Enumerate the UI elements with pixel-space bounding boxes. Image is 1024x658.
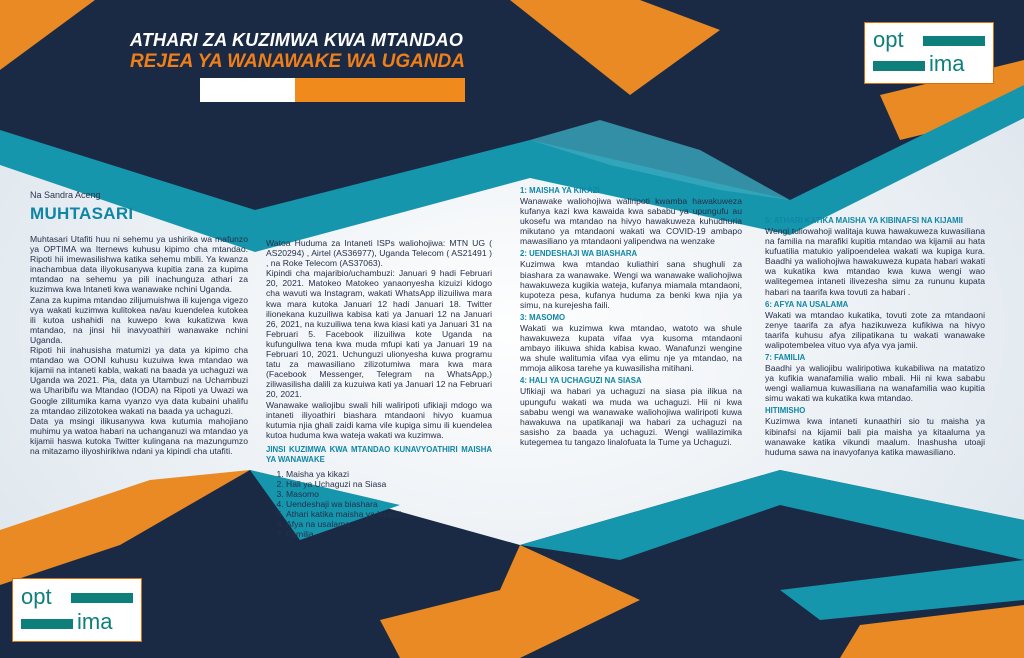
column-2 — [266, 238, 492, 540]
column-4 — [765, 216, 985, 457]
logo-text-top: opt — [21, 584, 52, 609]
section-heading: 4: HALI YA UCHAGUZI NA SIASA — [520, 376, 642, 386]
main-heading: MUHTASARI — [30, 204, 134, 223]
title-accent-orange — [295, 78, 465, 102]
list-item: 3. Masomo — [286, 489, 492, 499]
column-3 — [520, 186, 742, 447]
section-heading: HITIMISHO — [765, 406, 806, 416]
section-heading: 1: MAISHA YA KIKAZI — [520, 186, 600, 195]
col2-paragraph: Watoa Huduma za Intaneti ISPs waliohojiwa: MTN UG ( AS20294) , Airtel (AS36977), Uganda Telecom ( AS21491 ) , na Roke Telecom (AS37063). — [266, 238, 492, 269]
logo-bar-top — [71, 593, 133, 603]
logo-top-right — [864, 22, 994, 84]
section-heading: 7: FAMILIA — [765, 353, 806, 363]
section-heading: 2: UENDESHAJI WA BIASHARA — [520, 249, 638, 259]
col1-paragraph: Ripoti hii inahusisha matumizi ya data ya kipimo cha mtandao wa OONI kuhusu kuzuiwa kwa mtandao wa kijamii na intaneti kabla, wakati na baada ya uchaguzi wa Uganda wa 2021. Pia, data ya Utambuzi na Uchambuzi wa Uharibifu wa Mtandao (IODA) na Ripoti ya Uwazi wa Google zilitumika kama vyanzo vya data kubaini uhalifu za mtandao zilizotokea wakati na baada ya uchaguzi. — [30, 345, 248, 416]
section-text: Wengi tuliowahoji walitaja kuwa hawakuweza kuwasiliana na familia na marafiki kupitia mtandao wa kijamii au hata kufuatilia matukio yalipoendelea wakati wa kupiga kura. Baadhi ya waliohojiwa hawakuweza kupata habari wakati wa kukatika kwa mtandao kwa kuwa wengi wao walitegemea intaneti ilivezesha simu za rununu kupata habari na taarifa kwa tovuti za habari . — [765, 226, 985, 297]
title-line-2: REJEA YA WANAWAKE WA UGANDA — [130, 51, 465, 72]
logo-text-top: opt — [873, 27, 904, 52]
title-block — [130, 30, 470, 73]
section-text: Wakati wa mtandao kukatika, tovuti zote za mtandaoni zenye taarifa za afya hazikuweza kufikiwa na hivyo taarifa kuhusu afya zilipatikana tu wakati wanawake walipotembelea vituo vya afya vya jamii. — [765, 309, 985, 350]
col1-paragraph: Muhtasari Utafiti huu ni sehemu ya ushirika wa mafunzo ya OPTIMA wa Iternews kuhusu kipimo cha mtandao. Ripoti hii imewasilishwa katika sehemu mbili. Ya kwanza inachambua data iliyokusanywa kupitia zana za kupima mtandao na sehemu ya pili inachunguza athari za kuzimwa kwa Intaneti kwa wanawake nchini Uganda. — [30, 234, 248, 295]
list-item: 5. Athari katika maisha ya kijamii — [286, 509, 492, 519]
section-text: Wakati wa kuzimwa kwa mtandao, watoto wa shule hawakuweza kupata vifaa vya kusoma mtandaoni ambayo ilikuwa shida kabisa kwao. Wanafunzi wengine wa shule walitumia vifaa vya elimu nje ya mtandao, na mmoja alikosa tarehe ya kuwasilisha mitihani. — [520, 322, 742, 374]
logo-bar-top — [923, 36, 985, 46]
section-heading: 3: MASOMO — [520, 312, 566, 322]
logo-text-bottom: ima — [77, 609, 113, 634]
column-1 — [30, 234, 248, 456]
author-line: Na Sandra Aceng — [30, 190, 101, 200]
list-item: 1. Maisha ya kikazi — [286, 469, 492, 479]
col1-paragraph: Zana za kupima mtandao zilijumuishwa ili kujenga vigezo vya wakati kuzimwa kulitokea na/au kuendelea kutokea ili kutoa ushahidi na kuwepo kwa kukatizwa kwa mtandao, na jinsi hii inavyoathiri wanawake nchini Uganda. — [30, 294, 248, 345]
col2-paragraph: Wanawake waliojibu swali hili waliripoti ufikiaji mdogo wa intaneti iliyoathiri biashara mtandaoni hivyo kuamua kutumia njia ghali zaidi kama vile kupiga simu ili kuendelea kutoa huduma kwa wateja wakati wa kuzimwa. — [266, 399, 492, 440]
title-accent-white — [200, 78, 295, 102]
title-accent-bar — [200, 78, 465, 102]
section-heading: 5: ATHARI KATIKA MAISHA YA KIBINAFSI NA KIJAMII — [765, 216, 963, 225]
logo-bottom-left — [12, 578, 142, 642]
col2-paragraph: Kipindi cha majaribio/uchambuzi: Januari 9 hadi Februari 20, 2021. Matokeo Matokeo yanaonyesha kizuizi kidogo cha wavuti wa Instagram, wakati WhatsApp ilizuiliwa mara kwa mara kutoka Januari 12 hadi Januari 18. Twitter ilionekana kuzuiliwa kabisa kati ya Januari 12 na Januari 26, 2021, na kuzuiliwa tena kwa kiasi kati ya Januari 31 na Februari 5. Facebook ilizuiliwa kote Uganda na kufunguliwa tena kwa muda mfupi kati ya Januari 19 na Februari 10, 2021. Uchunguzi ulionyesha kuwa programu tatu za mawasiliano zilizotumiwa mara kwa mara (Facebook Messenger, Telegram na WhatsApp,) ziliwasilisha dalili za kuzuiwa kati ya Januari 12 na Februari 20, 2021. — [266, 268, 492, 400]
list-item: 2. Hali ya Uchaguzi na Siasa — [286, 479, 492, 489]
logo-bar-bottom — [873, 61, 925, 71]
section-text: Kuzimwa kwa intaneti kunaathiri sio tu maisha ya kibinafsi na kijamii bali pia maisha ya kitaaluma ya wanawake katika vikundi maalum. Inashusha utoaji huduma sawa na inavyofanya katika mawasiliano. — [765, 416, 985, 457]
logo-bar-bottom — [21, 619, 73, 629]
col1-paragraph: Data ya msingi ilikusanywa kwa kutumia mahojiano muhimu ya watoa habari na uchanganuzi wa mtandao ya kijamii haswa kutoka Twitter kulingana na mazungumzo na mitazamo iliyoshirikiwa ndani ya kipindi cha utafiti. — [30, 415, 248, 456]
section-heading: 6: AFYA NA USALAMA — [765, 299, 849, 309]
section-text: Ufikiaji wa habari ya uchaguzi na siasa pia ilikua na upungufu wakati wa muda wa uchaguzi. Hii ni kwa sababu wengi wa wanawake waliohojiwa waliripoti kuwa hawakuwa na upatikanaji wa habari za uchaguzi na sasisho za baada ya uchaguzi. Wengi walilazimika kutegemea tu tangazo linalofuata la Tume ya Uchaguzi. — [520, 386, 742, 447]
list-item: 6. Afya na usalama — [286, 519, 492, 529]
section-text: Wanawake waliohojiwa waliripoti kwamba hawakuweza kufanya kazi kwa kawaida kwa sababu ya upungufu au ukosefu wa mtandao na hivyo hawakuweza kuhudhuria mikutano ya mtandaoni wakati wa COVID-19 ambapo mawasiliano ya mtandaoni yalipendwa na wenzake — [520, 196, 742, 247]
impact-list — [266, 469, 492, 540]
logo-text-bottom: ima — [929, 51, 965, 76]
section-text: Baadhi ya waliojibu waliripotiwa kukabiliwa na matatizo ya kufikia wanafamilia walio mbali. Hii ni kwa sababu wengi waliamua kuwasiliana na wanafamilia wao kupitia simu wakati wa kukatika kwa mtandao. — [765, 363, 985, 404]
title-line-1: ATHARI ZA KUZIMWA KWA MTANDAO — [130, 30, 464, 50]
col2-list-heading: JINSI KUZIMWA KWA MTANDAO KUNAVYOATHIRI MAISHA YA WANAWAKE — [266, 444, 492, 464]
list-item: 7. Familia — [286, 529, 492, 539]
list-item: 4. Uendeshaji wa biashara — [286, 499, 492, 509]
section-text: Kuzimwa kwa mtandao kuliathiri sana shughuli za biashara za wanawake. Wengi wa wanawake waliohojiwa hawakuweza kugikia wateja, kufanya miamala mtandaoni, kupoteza pesa, kufanya huduma za benki kwa njia ya simu, na kurejesha faili. — [520, 259, 742, 310]
